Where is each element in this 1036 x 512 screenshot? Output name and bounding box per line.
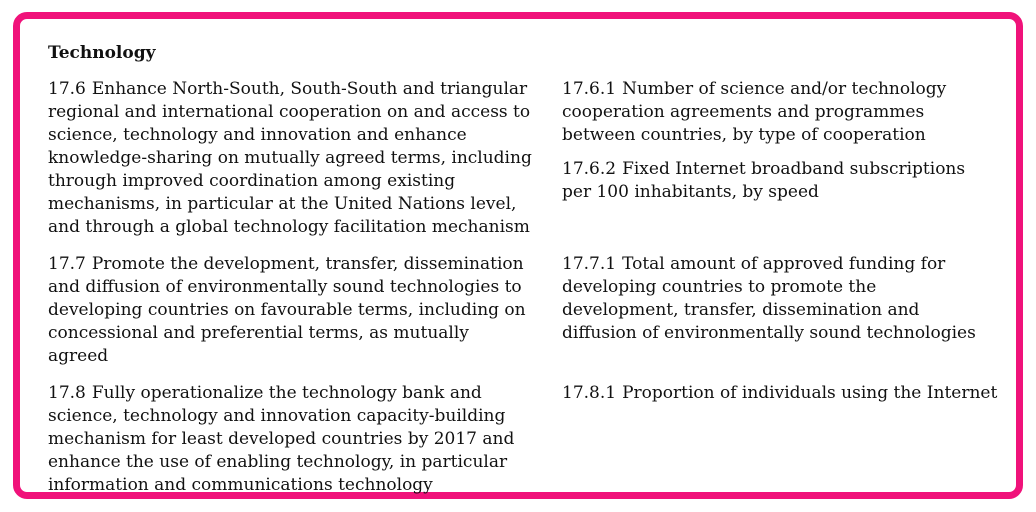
target-cell [48,78,534,239]
section-title: Technology [48,43,156,63]
indicator-item [562,253,998,345]
indicator-item [562,78,998,147]
target-cell [48,382,534,497]
indicator-item [562,158,998,204]
indicator-cell [562,253,998,368]
indicator-item [562,382,998,405]
indicator-number: 17.7.1 [562,254,617,274]
table-row [48,382,998,497]
target-cell [48,253,534,368]
indicator-text: Total amount of approved funding for developing countries to promote the development, transfer, dissemination and diffusion of environmentally sound technologies [562,254,976,343]
target-text: Fully operationalize the technology bank and science, technology and innovation capacity-building mechanism for least developed countries by 2017 and enhance the use of enabling technology, in particular information and communications technology [48,383,515,495]
table-row [48,78,998,239]
target-text: Promote the development, transfer, dissemination and diffusion of environmentally sound technologies to developing countries on favourable terms, including on concessional and preferential terms, as mutually agreed [48,254,526,366]
target-number: 17.8 [48,383,86,403]
indicator-text: Proportion of individuals using the Internet [622,383,998,403]
indicator-number: 17.6.2 [562,159,617,179]
indicator-text: Fixed Internet broadband subscriptions per 100 inhabitants, by speed [562,159,966,202]
technology-table [48,42,998,511]
indicator-number: 17.8.1 [562,383,617,403]
target-text: Enhance North-South, South-South and triangular regional and international cooperation on and access to science, technology and innovation and enhance knowledge-sharing on mutually agreed terms, including through improved coordination among existing mechanisms, in particular at the United Nations level, and through a global technology facilitation mechanism [48,79,532,237]
indicator-cell [562,78,998,239]
indicator-text: Number of science and/or technology cooperation agreements and programmes between countries, by type of cooperation [562,79,947,145]
table-row [48,253,998,368]
target-number: 17.7 [48,254,86,274]
indicator-cell [562,382,998,497]
indicator-number: 17.6.1 [562,79,617,99]
target-number: 17.6 [48,79,86,99]
